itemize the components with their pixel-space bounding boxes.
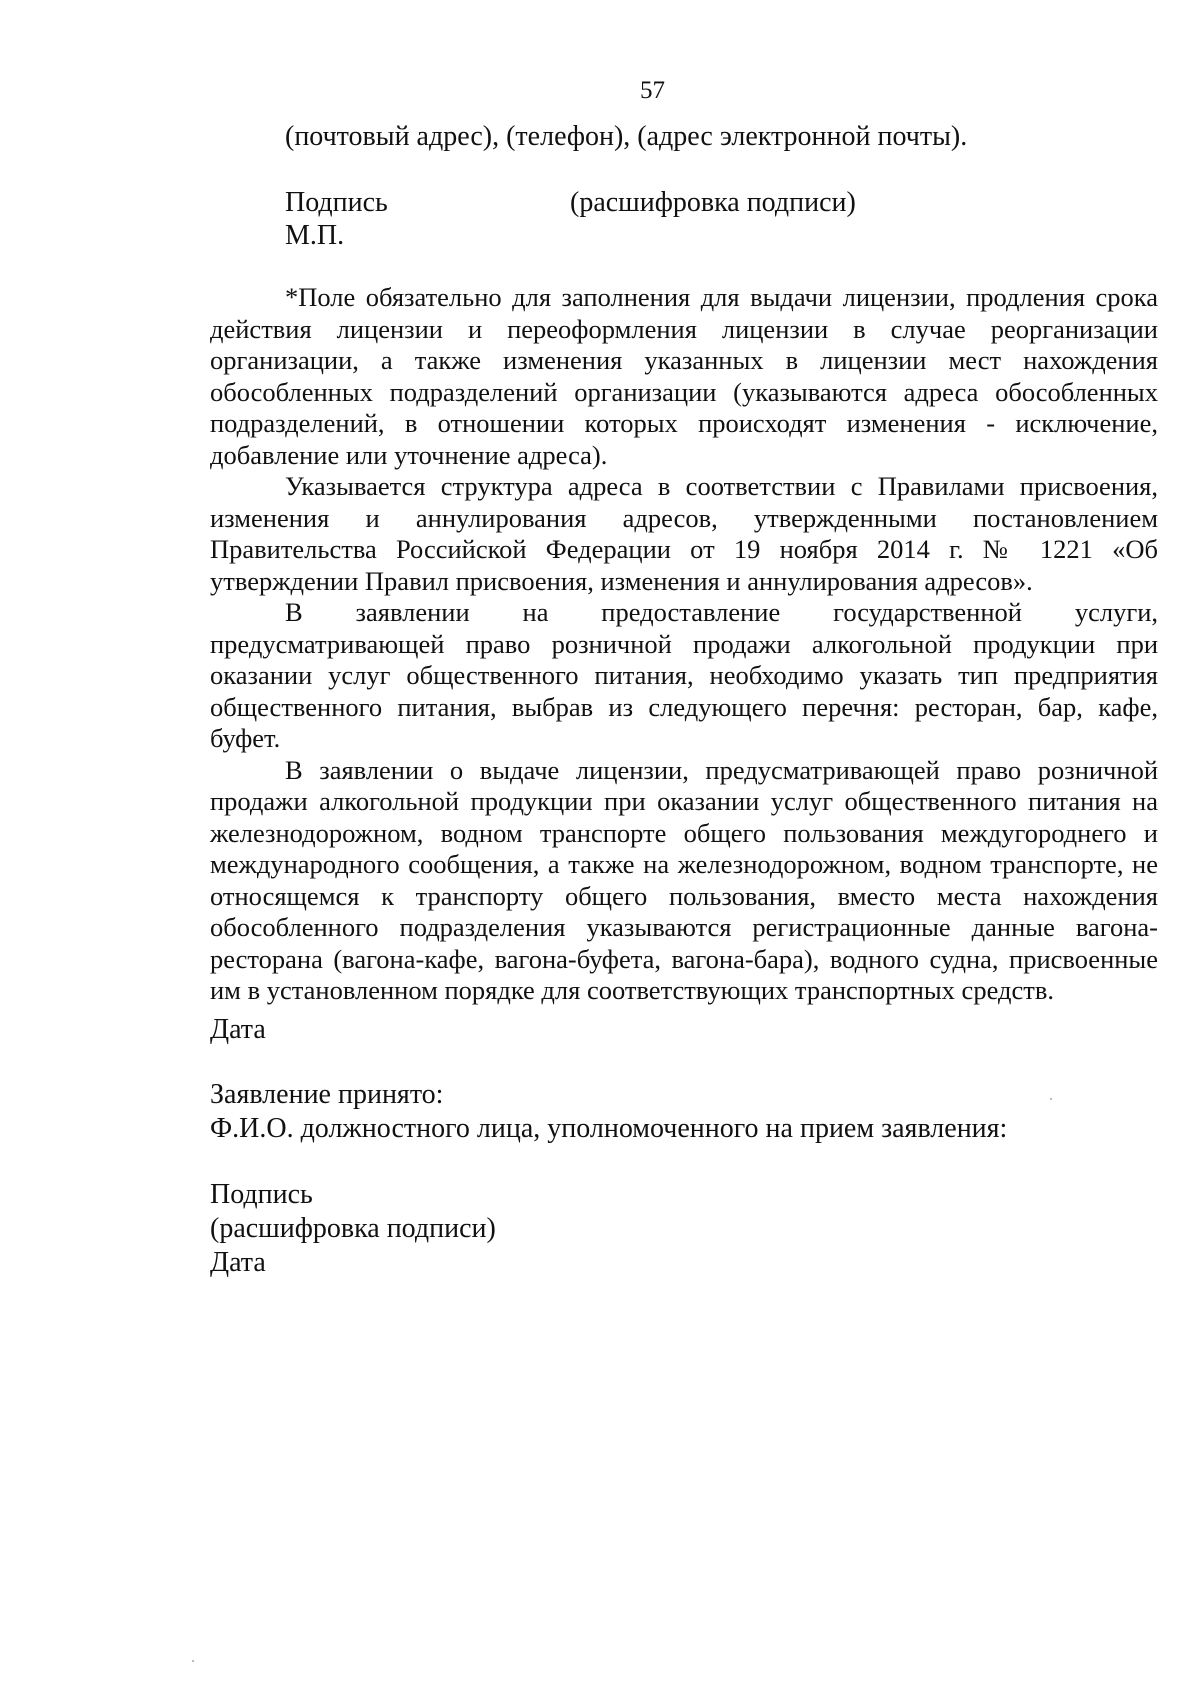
official-label: Ф.И.О. должностного лица, уполномоченного на прием заявления: [210, 1113, 1008, 1144]
acceptance-signature-block [210, 1178, 496, 1280]
contact-line: (почтовый адрес), (телефон), (адрес электронной почты). [285, 121, 968, 152]
accepted-label: Заявление принято: [210, 1079, 444, 1110]
signature-decoding-label: (расшифровка подписи) [570, 187, 856, 218]
scan-speck [192, 1660, 194, 1662]
acceptance-date-label: Дата [210, 1247, 266, 1278]
page-number: 57 [640, 77, 665, 104]
note-paragraph-4: В заявлении о выдаче лицензии, предусматривающей право розничной продажи алкогольной продукции при оказании услуг общественного питания на железнодорожном, водном транспорте общего пользования междугороднего и международного сообщения, а также на железнодорожном, водном транспорте, не относящемся к транспорту общего пользования, вместо места нахождения обособленного подразделения указываются регистрационные данные вагона-ресторана (вагона-кафе, вагона-буфета, вагона-бара), водного судна, присвоенные им в установленном порядке для соответствующих транспортных средств. [210, 754, 1158, 1005]
date-label: Дата [210, 1014, 266, 1045]
stamp-label: М.П. [285, 220, 345, 251]
note-paragraph-2: Указывается структура адреса в соответствии с Правилами присвоения, изменения и аннулирования адресов, утвержденными постановлением Правительства Российской Федерации от 19 ноября 2014 г. № 1221 «Об утверждении Правил присвоения, изменения и аннулирования адресов». [210, 471, 1158, 596]
scan-speck [1050, 1098, 1052, 1100]
note-paragraph-1: *Поле обязательно для заполнения для выдачи лицензии, продления срока действия лицензии и переоформления лицензии в случае реорганизации организации, а также изменения указанных в лицензии мест нахождения обособленных подразделений организации (указываются адреса обособленных подразделений, в отношении которых происходят изменения - исключение, добавление или уточнение адреса). [210, 282, 1158, 470]
acceptance-signature-decoding: (расшифровка подписи) [210, 1213, 496, 1244]
acceptance-signature-label: Подпись [210, 1179, 313, 1210]
signature-label: Подпись [285, 187, 388, 218]
notes-body [210, 282, 1158, 1007]
note-paragraph-3: В заявлении на предоставление государственной услуги, предусматривающей право розничной продажи алкогольной продукции при оказании услуг общественного питания, необходимо указать тип предприятия общественного питания, выбрав из следующего перечня: ресторан, бар, кафе, буфет. [210, 597, 1158, 753]
